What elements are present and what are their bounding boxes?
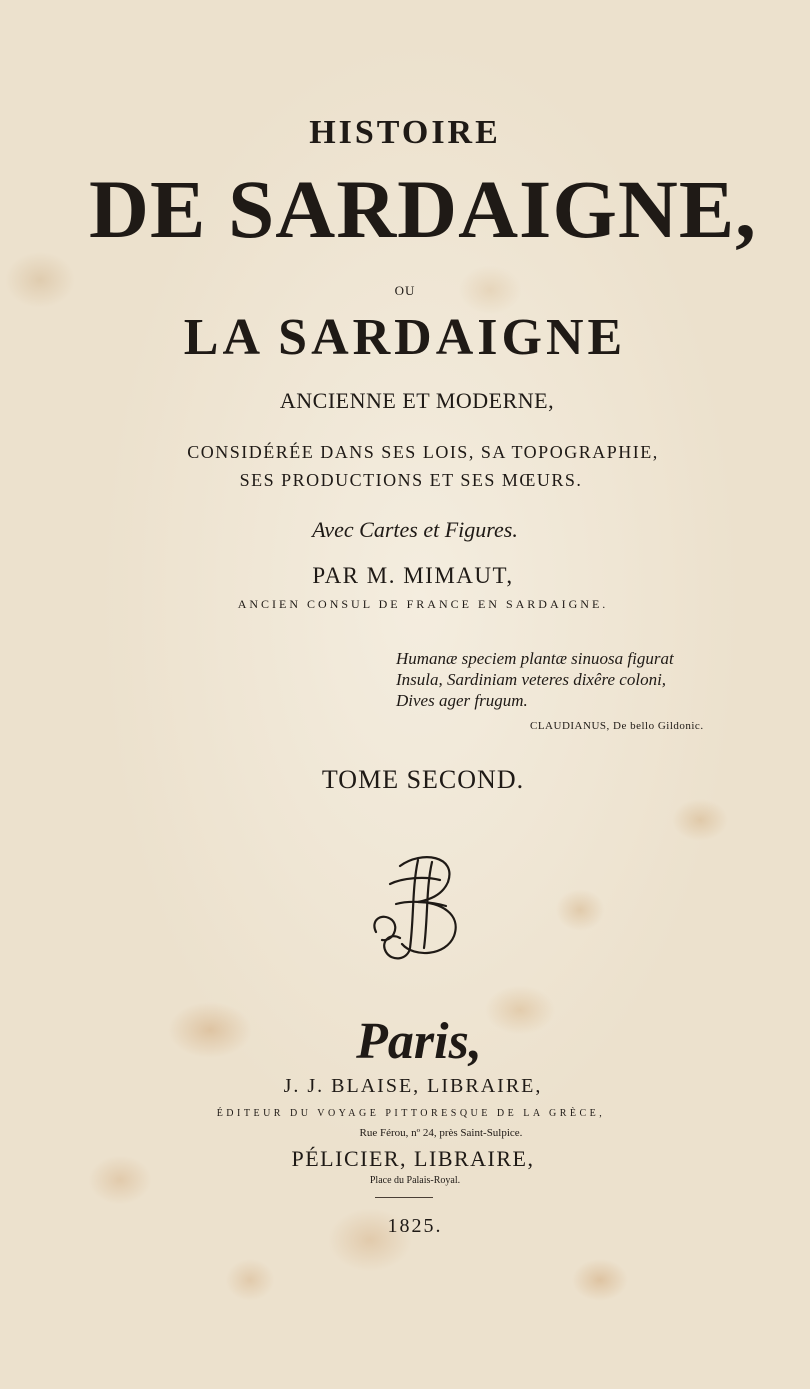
epigraph-line: Humanæ speciem plantæ sinuosa figurat [396,649,674,668]
conjunction-ou: OU [394,283,416,298]
publisher-blaise-address: Rue Férou, nº 24, près Saint-Sulpice. [359,1127,523,1139]
author-line: PAR M. MIMAUT, [312,563,514,588]
subtitle-ancienne-moderne: ANCIENNE ET MODERNE, [279,388,555,413]
description-line-2: SES PRODUCTIONS ET SES MŒURS. [239,470,583,490]
imprint-city: Paris, [356,1013,482,1070]
epigraph-line: Dives ager frugum. [396,691,528,710]
publisher-monogram-icon [362,848,482,968]
title-line-histoire: HISTOIRE [309,114,501,151]
divider-rule [375,1197,433,1198]
subtitle: LA SARDAIGNE [183,309,627,366]
epigraph-line: Insula, Sardiniam veteres dixêre coloni, [396,670,667,689]
publisher-blaise-note: ÉDITEUR DU VOYAGE PITTORESQUE DE LA GRÈCE, [216,1108,606,1119]
publication-year: 1825. [387,1215,443,1237]
publisher-pelicier: PÉLICIER, LIBRAIRE, [291,1146,535,1171]
publisher-blaise: J. J. BLAISE, LIBRAIRE, [283,1075,543,1097]
publisher-pelicier-address: Place du Palais-Royal. [369,1175,461,1186]
epigraph-attribution: CLAUDIANUS, De bello Gildonic. [530,720,704,732]
description-line-1: CONSIDÉRÉE DANS SES LOIS, SA TOPOGRAPHIE, [187,442,659,462]
volume-label: TOME SECOND. [321,765,525,794]
epigraph [396,648,674,711]
illustrations-note: Avec Cartes et Figures. [312,517,518,542]
book-title: DE SARDAIGNE, [89,163,757,255]
author-title: ANCIEN CONSUL DE FRANCE EN SARDAIGNE. [237,597,609,611]
